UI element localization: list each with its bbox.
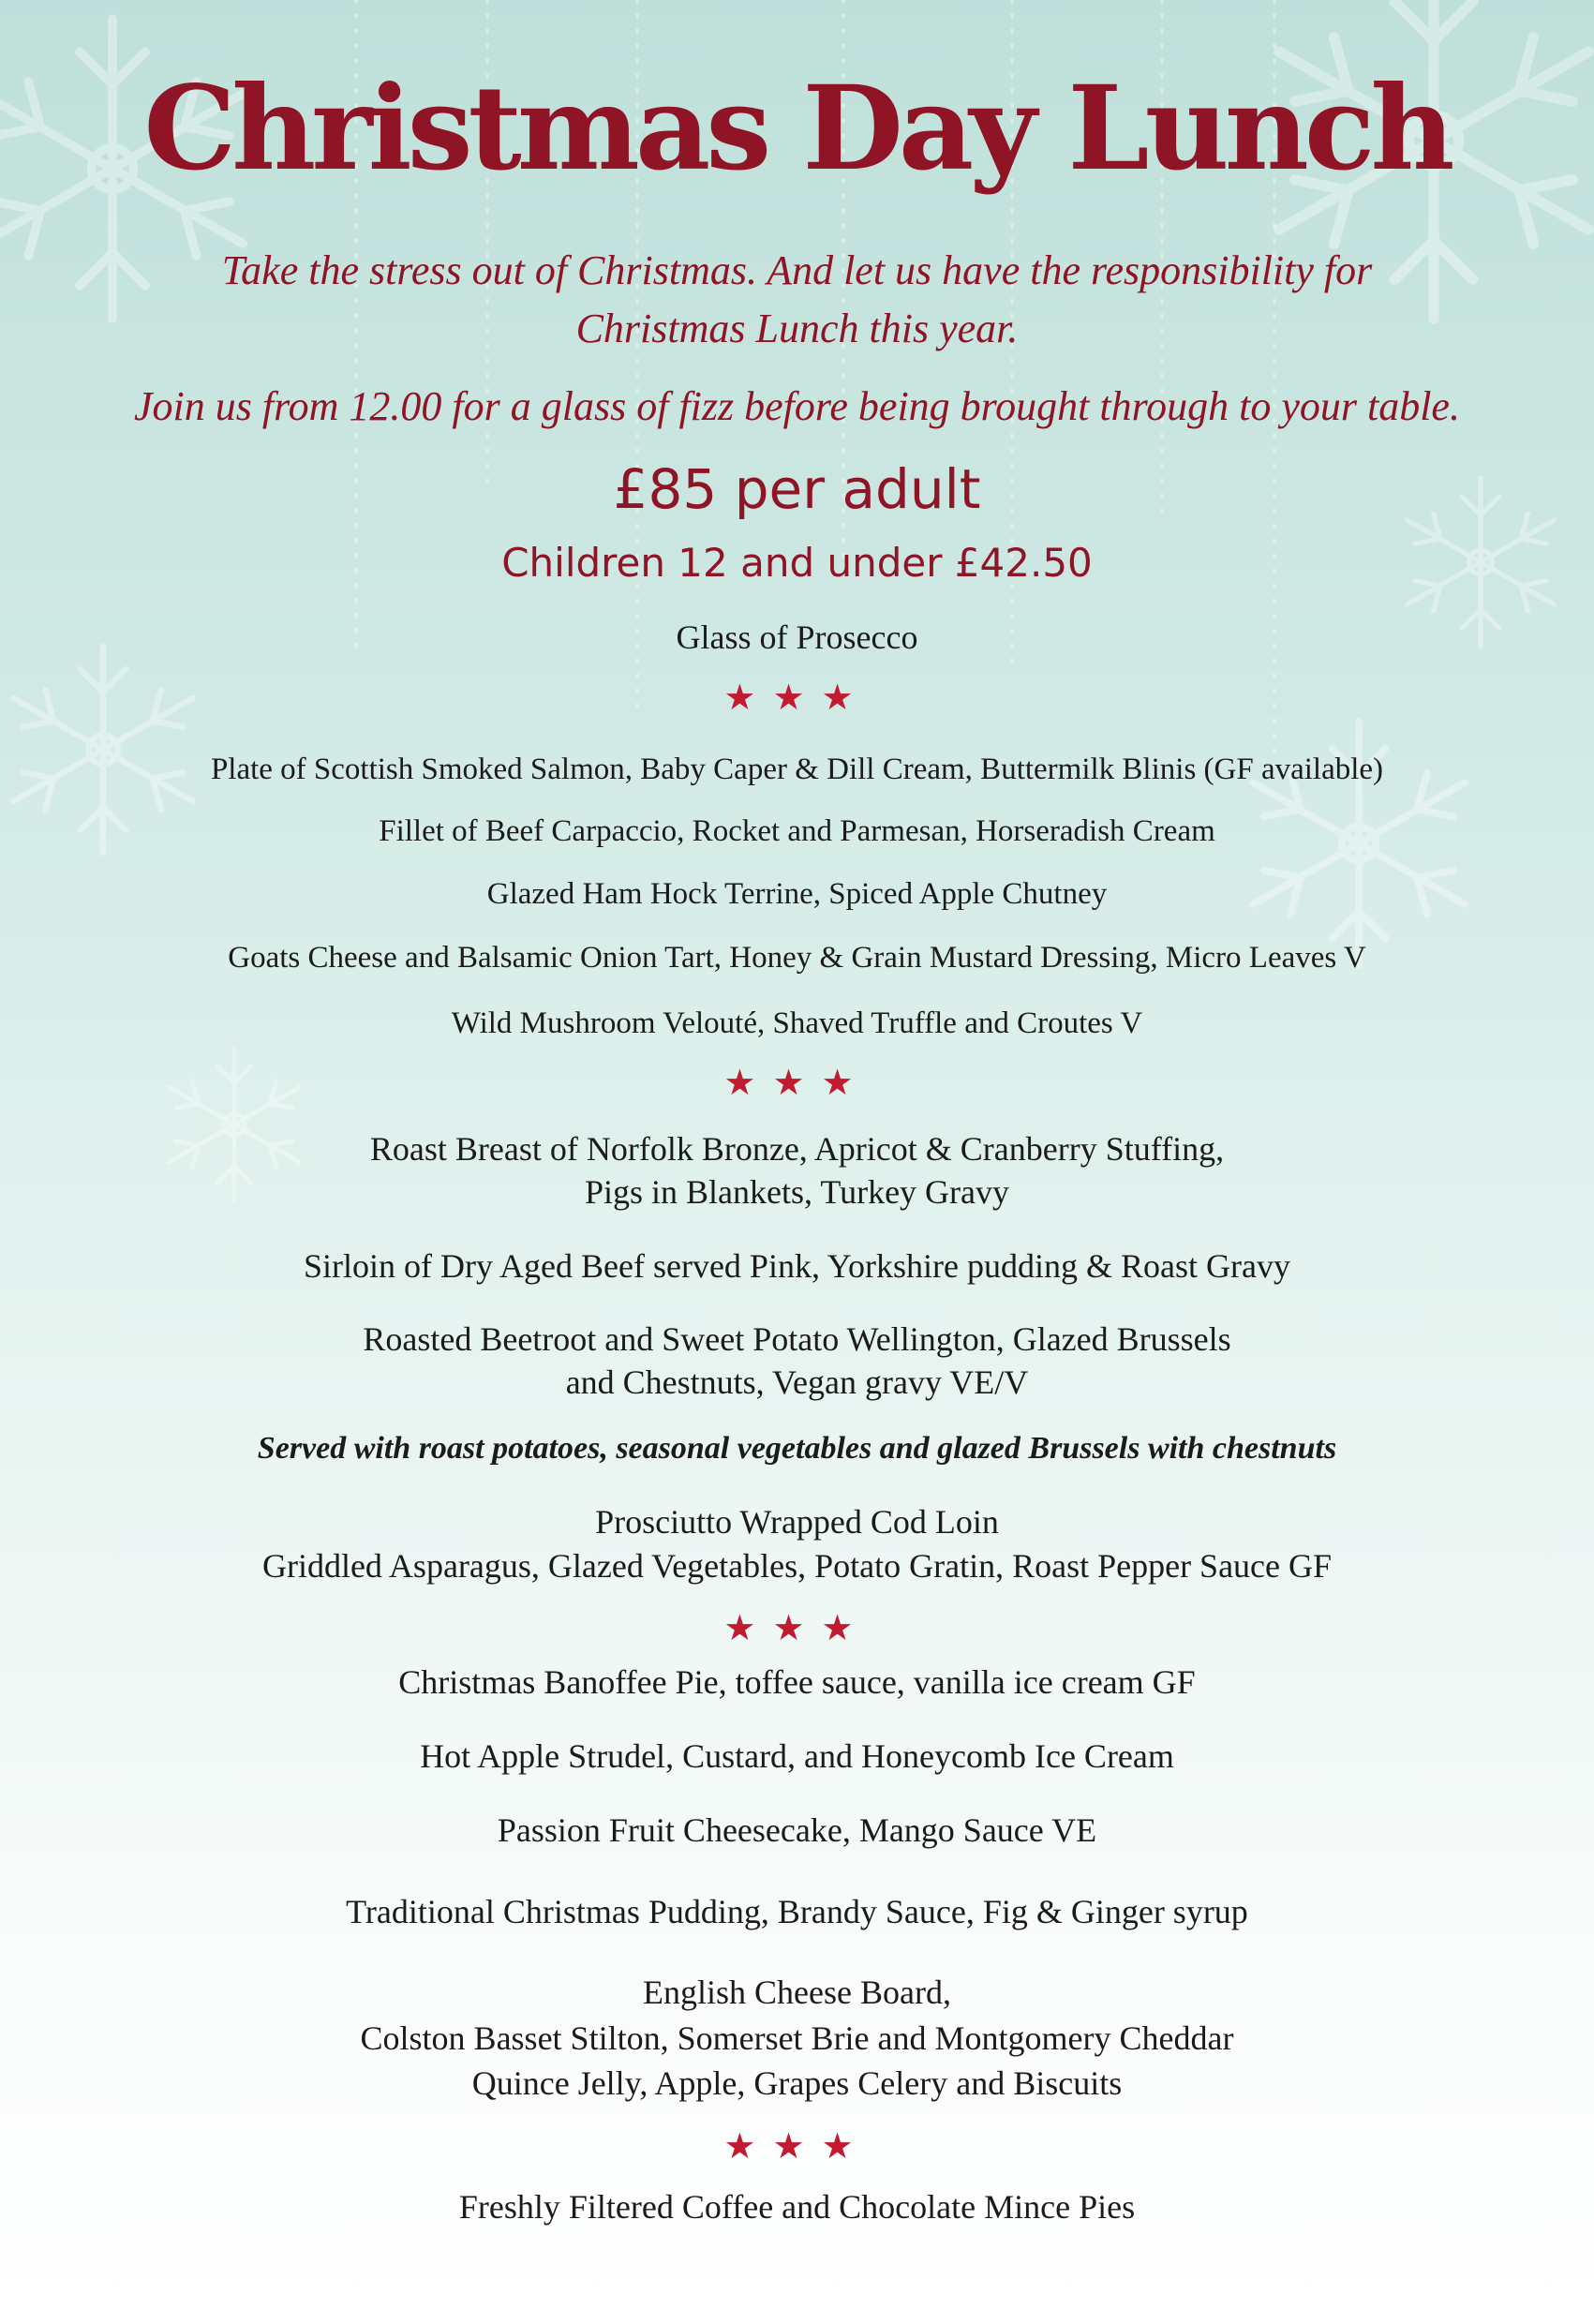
- star-divider: ★★★: [723, 1062, 871, 1103]
- price-adult: £85 per adult: [613, 457, 981, 521]
- intro-line: Christmas Lunch this year.: [575, 305, 1019, 351]
- aperitif-item: Glass of Prosecco: [676, 618, 918, 656]
- star-divider: ★★★: [723, 677, 871, 718]
- fish-item-line: Prosciutto Wrapped Cod Loin: [595, 1503, 999, 1541]
- price-child: Children 12 and under £42.50: [501, 540, 1093, 586]
- star-divider: ★★★: [723, 1607, 871, 1648]
- coffee-item: Freshly Filtered Coffee and Chocolate Mince Pies: [458, 2188, 1136, 2226]
- cheese-board-line: Quince Jelly, Apple, Grapes Celery and Biscuits: [471, 2064, 1123, 2102]
- star-divider: ★★★: [723, 2125, 871, 2167]
- starter-item: Wild Mushroom Velouté, Shaved Truffle and Croutes V: [451, 1006, 1143, 1040]
- main-item-line: Pigs in Blankets, Turkey Gravy: [584, 1173, 1010, 1211]
- main-item-line: Sirloin of Dry Aged Beef served Pink, Yorkshire pudding & Roast Gravy: [304, 1247, 1290, 1285]
- cheese-board-line: English Cheese Board,: [643, 1974, 951, 2011]
- cheese-board-line: Colston Basset Stilton, Somerset Brie and Montgomery Cheddar: [360, 2019, 1234, 2057]
- main-item-line: Roast Breast of Norfolk Bronze, Apricot & Cranberry Stuffing,: [369, 1130, 1225, 1168]
- starter-item: Plate of Scottish Smoked Salmon, Baby Caper & Dill Cream, Buttermilk Blinis (GF available): [210, 752, 1384, 786]
- dessert-item: Christmas Banoffee Pie, toffee sauce, vanilla ice cream GF: [398, 1663, 1196, 1701]
- intro-text: [56, 242, 1538, 436]
- main-item-line: and Chestnuts, Vegan gravy VE/V: [565, 1363, 1029, 1401]
- starter-item: Glazed Ham Hock Terrine, Spiced Apple Chutney: [486, 877, 1108, 911]
- starter-item: Goats Cheese and Balsamic Onion Tart, Honey & Grain Mustard Dressing, Micro Leaves V: [228, 941, 1366, 975]
- intro-line: Join us from 12.00 for a glass of fizz before being brought through to your table.: [134, 383, 1460, 430]
- main-item-line: Roasted Beetroot and Sweet Potato Wellington, Glazed Brussels: [363, 1320, 1231, 1358]
- intro-line: Take the stress out of Christmas. And let us have the responsibility for: [221, 247, 1373, 293]
- dessert-item: Hot Apple Strudel, Custard, and Honeycomb Ice Cream: [420, 1737, 1174, 1775]
- starter-item: Fillet of Beef Carpaccio, Rocket and Parmesan, Horseradish Cream: [379, 814, 1215, 848]
- dessert-item: Traditional Christmas Pudding, Brandy Sauce, Fig & Ginger syrup: [346, 1893, 1248, 1930]
- dessert-item: Passion Fruit Cheesecake, Mango Sauce VE: [497, 1811, 1097, 1849]
- mains-note: Served with roast potatoes, seasonal vegetables and glazed Brussels with chestnuts: [257, 1431, 1337, 1466]
- fish-item-line: Griddled Asparagus, Glazed Vegetables, Potato Gratin, Roast Pepper Sauce GF: [261, 1547, 1333, 1585]
- page-title: Christmas Day Lunch: [143, 61, 1451, 197]
